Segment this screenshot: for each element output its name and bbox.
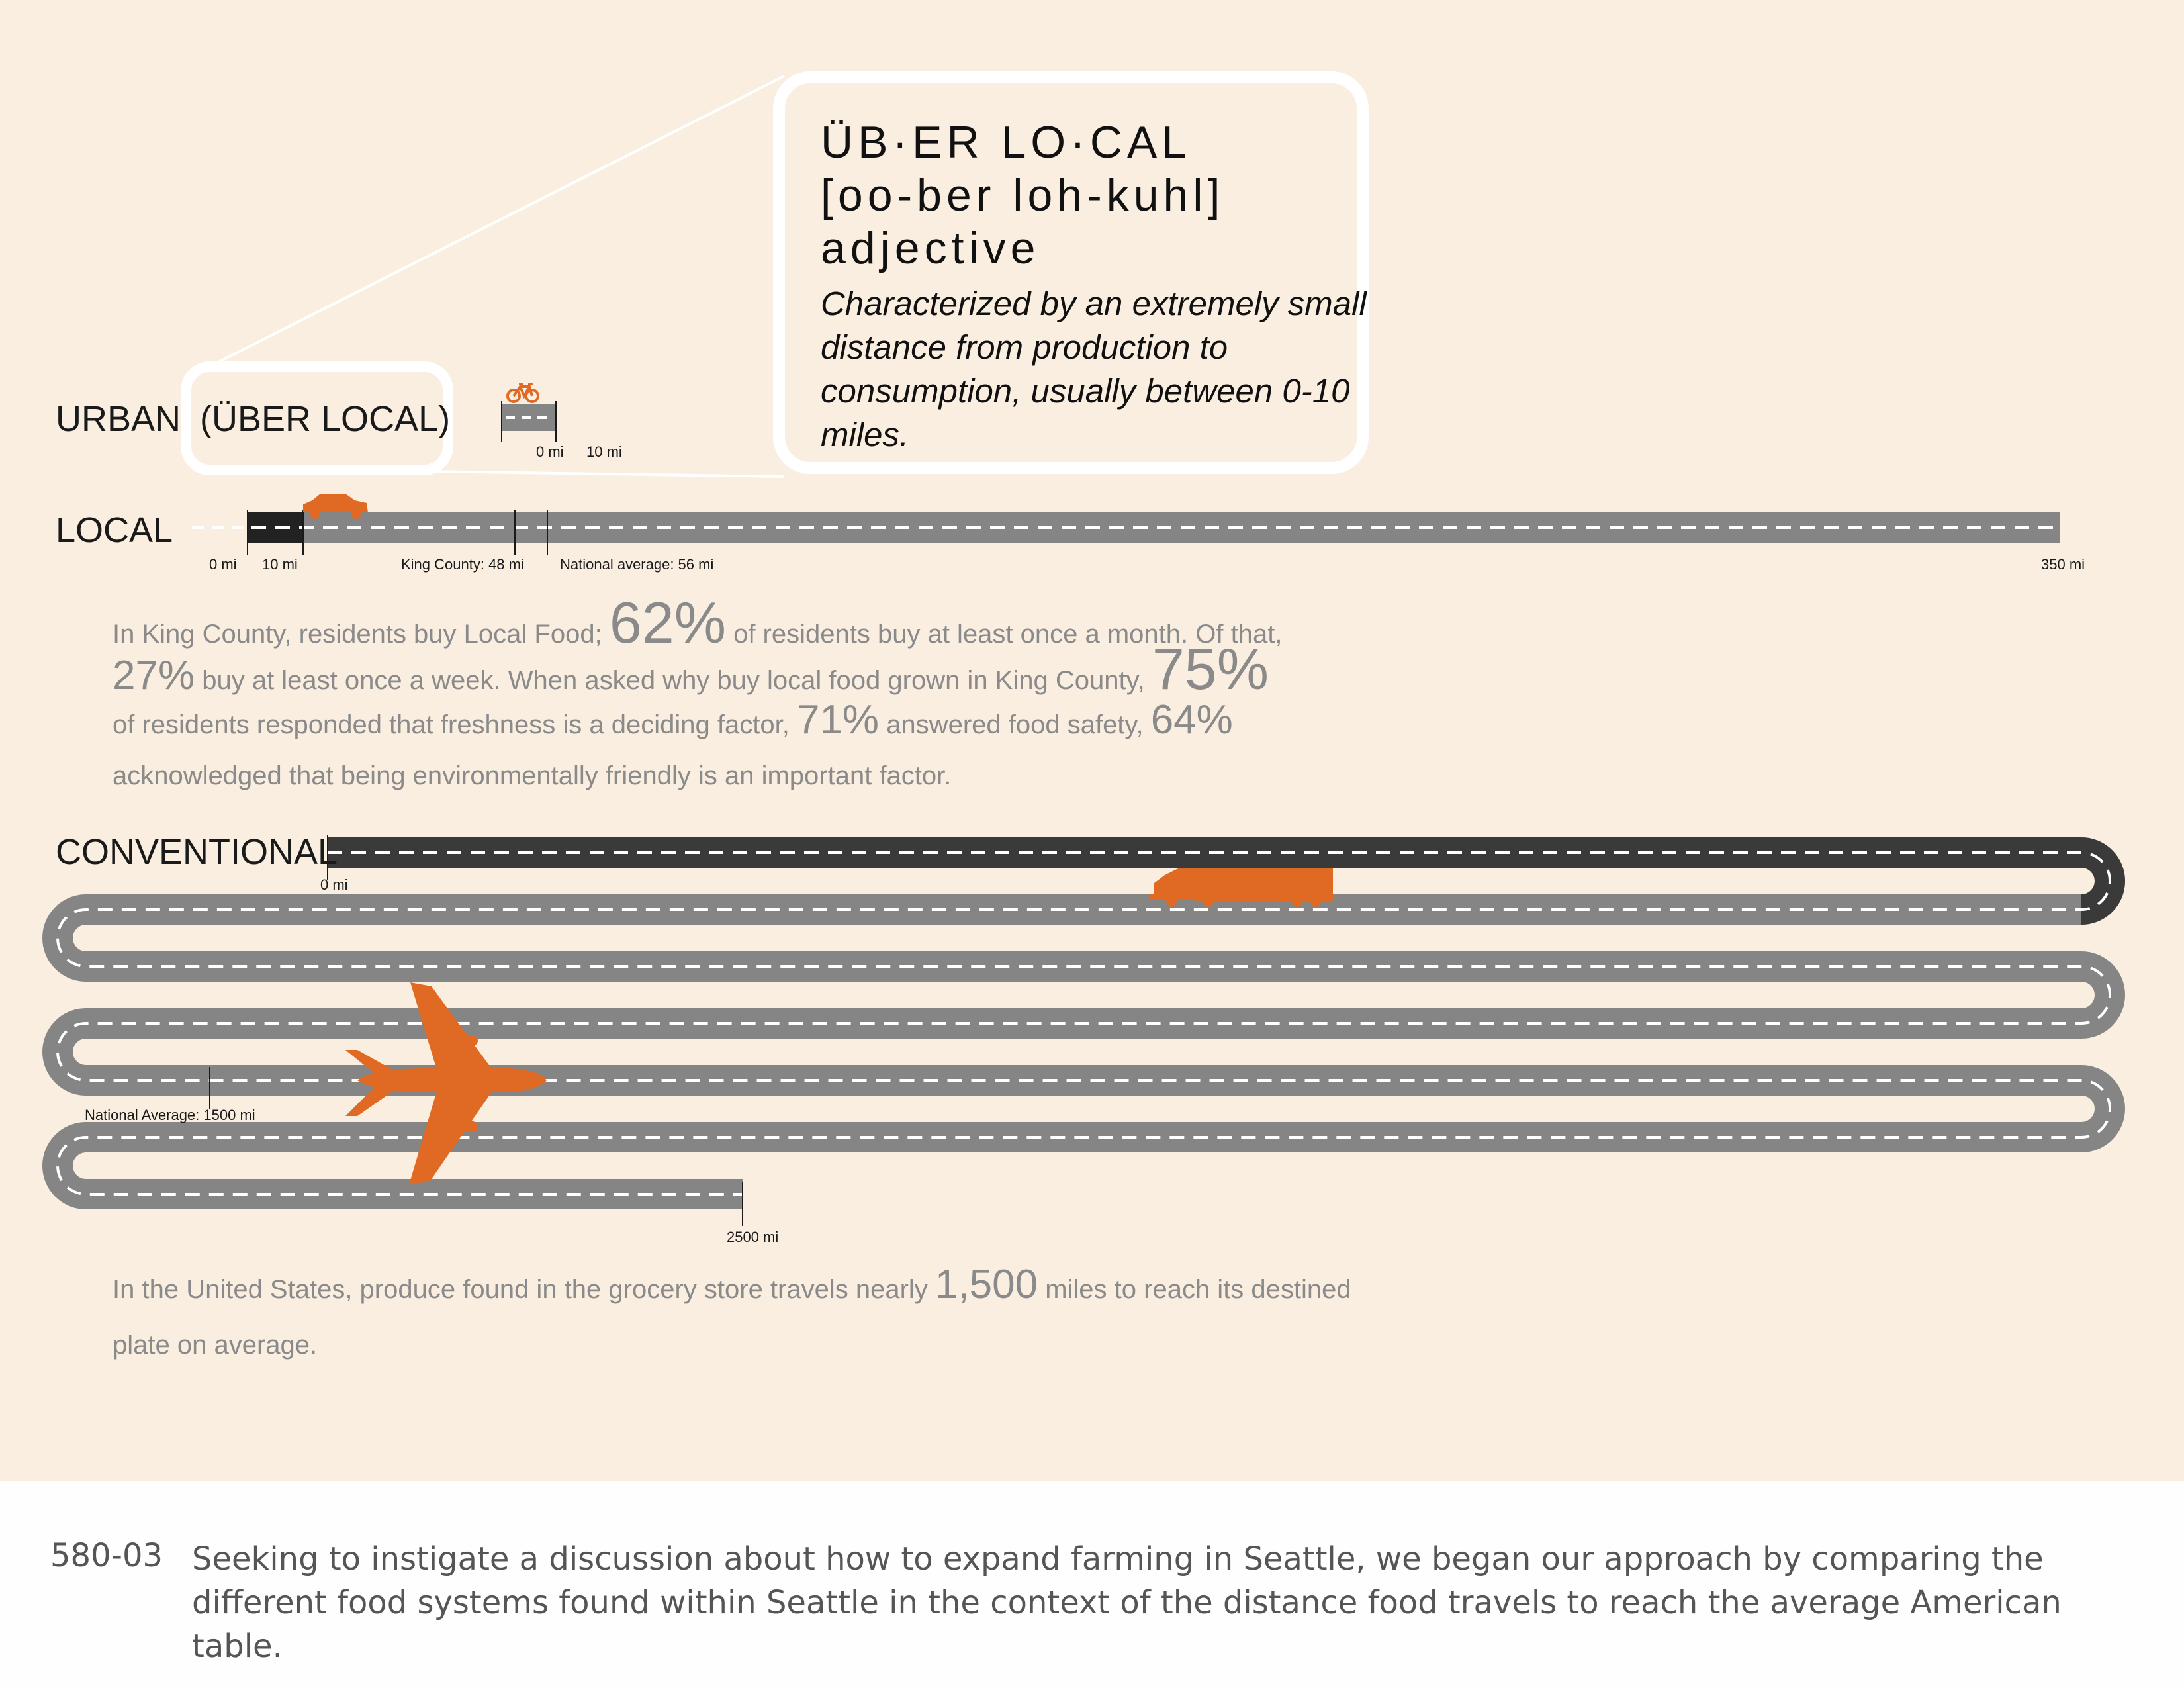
local-tick-10: 10 mi [262,556,298,573]
local-tick-350: 350 mi [2041,556,2085,573]
uber-local-label: (ÜBER LOCAL) [200,399,451,439]
local-road [192,510,2060,555]
king-county-stats-line-3 [113,696,1233,743]
local-tick-national-average: National average: 56 mi [560,556,714,573]
stat-64-percent: 64% [1150,697,1233,743]
urban-road [502,401,556,442]
conventional-tick-2500: 2500 mi [727,1229,779,1245]
us-stats [113,1261,1351,1308]
us-stats-text-b: miles to reach its destined [1045,1275,1351,1304]
stat-71-percent: 71% [796,697,880,743]
definition-part-of-speech: adjective [821,223,1040,273]
callout-line-top [212,76,784,365]
conventional-road [58,835,2110,1226]
us-stats-line-2 [113,1331,317,1360]
stats-line-4-text: acknowledged that being environmentally friendly is an important factor. [113,761,952,790]
callout-line-bottom [424,471,784,477]
stats-line-1-text: In King County, residents buy Local Food; [113,620,602,649]
stat-62-percent: 62% [609,590,726,655]
stats-line-3-text-b: answered food safety, [886,710,1144,739]
definition-text: Characterized by an extremely small distance from production to consumption, usually between 0-10 miles. [821,285,1367,453]
urban-tick-0: 0 mi [536,444,564,460]
us-stats-text-a: In the United States, produce found in the grocery store travels nearly [113,1275,928,1304]
us-stats-text-c: plate on average. [113,1331,318,1360]
bicycle-icon [508,384,538,402]
stats-line-1-text-b: of residents buy at least once a month. Of that, [733,620,1283,649]
local-tick-0: 0 mi [209,556,237,573]
definition-word: ÜB·ER LO·CAL [821,117,1192,167]
footer-code: 580-03 [50,1537,163,1574]
stat-1500-miles: 1,500 [934,1262,1038,1307]
local-label: LOCAL [56,510,173,550]
king-county-stats-line-4 [113,761,951,791]
stat-27-percent: 27% [113,653,195,698]
conventional-tick-0: 0 mi [320,876,348,893]
definition-callout [773,71,1369,474]
stat-75-percent: 75% [1152,636,1269,702]
urban-label: URBAN [56,399,181,439]
stats-line-3-text: of residents responded that freshness is a deciding factor, [113,710,790,739]
definition-pronunciation: [oo-ber loh-kuhl] [821,170,1225,220]
conventional-label: CONVENTIONAL [56,832,338,872]
stats-line-2-text: buy at least once a week. When asked why buy local food grown in King County, [202,666,1145,695]
king-county-stats-line-2 [113,635,1269,703]
local-tick-king-county: King County: 48 mi [401,556,524,573]
conventional-tick-national-average: National Average: 1500 mi [85,1107,255,1123]
footer-caption: Seeking to instigate a discussion about how to expand farming in Seattle, we began our approach by comparing the different food systems found within Seattle in the context of the distance food travels to reach the average American table. [192,1540,2062,1665]
urban-tick-10: 10 mi [586,444,622,460]
